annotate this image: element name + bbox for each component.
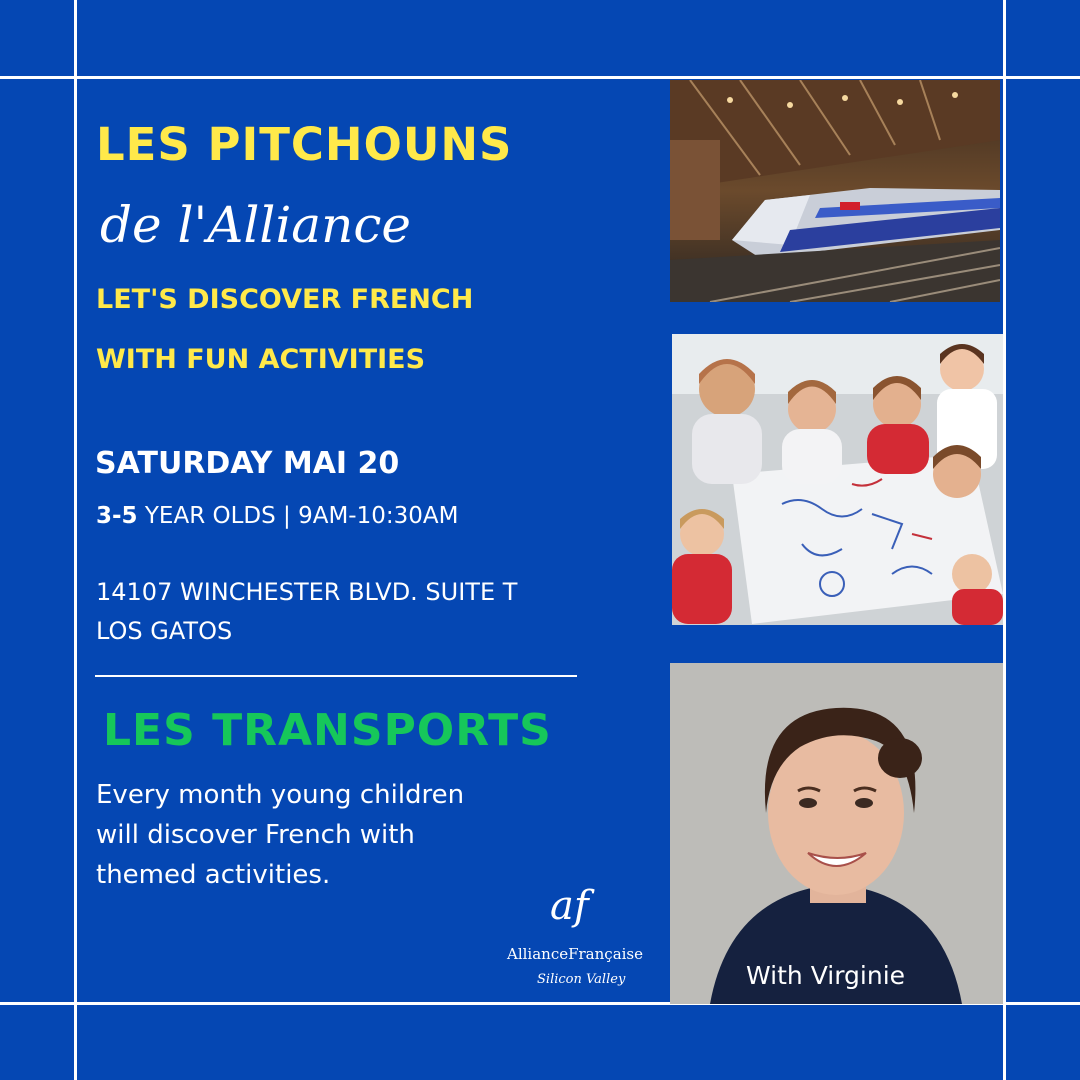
event-title: LES PITCHOUNS bbox=[96, 118, 513, 171]
description-line-1: Every month young children bbox=[96, 780, 465, 810]
divider bbox=[95, 675, 577, 677]
af-logo-subtitle: Silicon Valley bbox=[537, 972, 626, 987]
age-range: 3-5 bbox=[96, 503, 138, 529]
train-station-photo bbox=[670, 80, 1000, 302]
frame-line-left bbox=[74, 0, 77, 1080]
age-and-time bbox=[96, 503, 458, 529]
frame-line-right bbox=[1003, 0, 1006, 1080]
af-logo-mark: af bbox=[550, 883, 589, 929]
teacher-caption: With Virginie bbox=[746, 961, 906, 990]
address-line-1: 14107 WINCHESTER BLVD. SUITE T bbox=[96, 578, 518, 606]
theme-title: LES TRANSPORTS bbox=[103, 705, 552, 756]
subtitle-line-1: LET'S DISCOVER FRENCH bbox=[96, 284, 474, 315]
event-title-script: de l'Alliance bbox=[100, 196, 411, 254]
teacher-portrait-photo bbox=[670, 663, 1003, 1004]
af-logo-name: AllianceFrançaise bbox=[507, 945, 644, 963]
frame-line-top bbox=[0, 76, 1080, 79]
age-time-rest: YEAR OLDS | 9AM-10:30AM bbox=[137, 503, 459, 529]
event-date: SATURDAY MAI 20 bbox=[95, 446, 400, 481]
description-line-2: will discover French with bbox=[96, 820, 415, 850]
children-drawing-photo bbox=[672, 334, 1003, 625]
address-line-2: LOS GATOS bbox=[96, 617, 233, 645]
subtitle-line-2: WITH FUN ACTIVITIES bbox=[96, 344, 426, 375]
description-line-3: themed activities. bbox=[96, 860, 331, 890]
